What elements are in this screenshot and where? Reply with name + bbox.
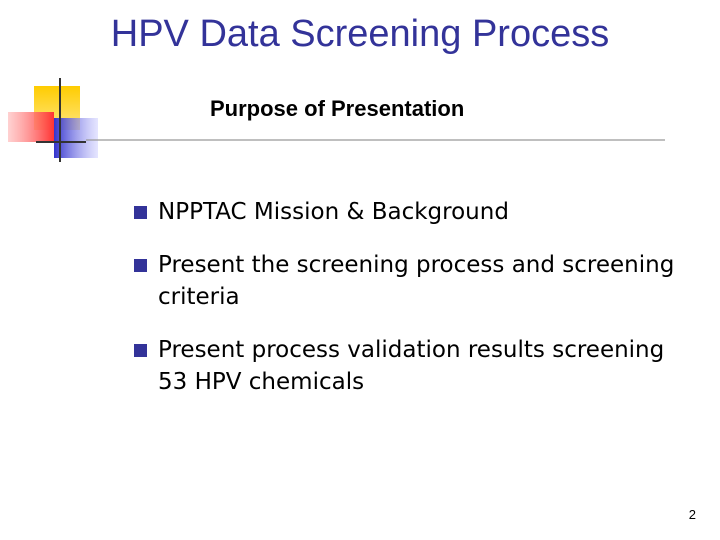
bullet-list <box>132 196 692 419</box>
corner-decoration <box>0 0 720 180</box>
square-bullet-icon <box>134 344 147 357</box>
bullet-item <box>132 334 692 398</box>
square-bullet-icon <box>134 259 147 272</box>
bullet-text: Present process validation results screening 53 HPV chemicals <box>158 337 665 395</box>
bullet-item <box>132 196 692 228</box>
bullet-text: Present the screening process and screening criteria <box>158 252 675 310</box>
deco-red-square <box>8 112 54 142</box>
bullet-text: NPPTAC Mission & Background <box>158 199 509 225</box>
square-bullet-icon <box>134 206 147 219</box>
slide-title: HPV Data Screening Process <box>110 13 610 55</box>
slide-subtitle: Purpose of Presentation <box>210 96 465 121</box>
page-number: 2 <box>688 507 696 522</box>
bullet-item <box>132 249 692 313</box>
